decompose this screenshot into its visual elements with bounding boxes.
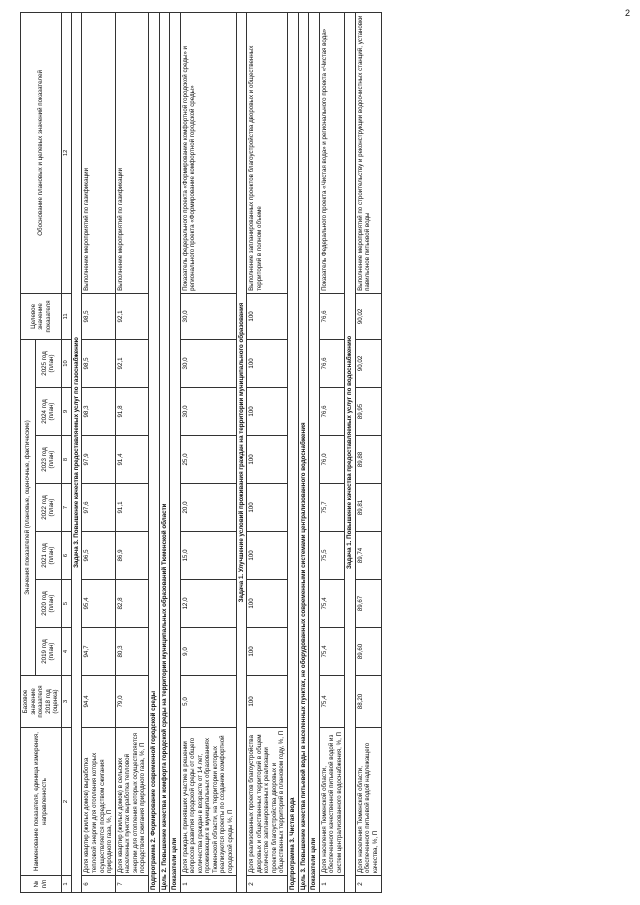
- table-row: [82, 12, 115, 892]
- header-year: 2025 год (план): [36, 339, 62, 387]
- year-value: 96,5: [82, 532, 115, 580]
- year-value: 100: [247, 580, 288, 628]
- goal-heading: Цель 3. Повышение качества питьевой воды в населенных пунктах, не оборудованных современными системами централизованного водоснабжения: [298, 12, 309, 892]
- year-value: 91,1: [115, 484, 148, 532]
- indicators-table: [20, 12, 382, 893]
- target-value: 76,6: [319, 293, 345, 339]
- indicator-name: Доля реализованных проектов благоустройства дворовых и общественных территорий в общем количестве запланированных к реализации проектов благоустройства дворовых и общественных территорий в плановом году, %, П: [247, 728, 288, 876]
- indicator-name: Доля населения Тюменской области, обеспеченного питьевой водой надлежащего качества, %, П: [355, 728, 381, 876]
- page-number: 2: [624, 8, 630, 18]
- rotated-document: [20, 13, 620, 893]
- col-number: 12: [61, 12, 71, 293]
- header-year: 2023 год (план): [36, 436, 62, 484]
- target-value: 98,5: [82, 293, 115, 339]
- table-row: [355, 12, 381, 892]
- header-year: 2020 год (план): [36, 580, 62, 628]
- year-value: 100: [247, 436, 288, 484]
- year-value: 89,95: [355, 388, 381, 436]
- target-value: 100: [247, 293, 288, 339]
- base-value: 100: [247, 676, 288, 728]
- header-year: 2024 год (план): [36, 388, 62, 436]
- row-number: 1: [180, 876, 236, 893]
- year-value: 86,9: [115, 532, 148, 580]
- header-year: 2022 год (план): [36, 484, 62, 532]
- justification: Выполнение мероприятий по газификации: [82, 12, 115, 293]
- subprogram-heading: Подпрограмма 3. Чистая вода: [287, 12, 298, 892]
- year-value: 80,3: [115, 628, 148, 676]
- target-value: 90,02: [355, 293, 381, 339]
- year-value: 75,4: [319, 580, 345, 628]
- indicator-name: Доля граждан, принявших участие в решении вопросов развития городской среды от общего количества граждан в возрасте от 14 лет, проживающих в муниципальных образованиях Тюменской области, на территории которых реализуются проекты по созданию комфортной городской среды %, П: [180, 728, 236, 876]
- year-value: 15,0: [180, 532, 236, 580]
- justification: Выполнение мероприятий по строительству и реконструкции водоочистных станций, установки павильонов питьевой воды: [355, 12, 381, 293]
- base-value: 5,0: [180, 676, 236, 728]
- justification: Показатель Федерального проекта «Чистая вода» и регионального проекта «Чистая вода»: [319, 12, 345, 293]
- year-value: 75,4: [319, 628, 345, 676]
- year-value: 97,6: [82, 484, 115, 532]
- table-row: [319, 12, 345, 892]
- goal-indicators-heading: Показатели цели: [170, 12, 181, 892]
- year-value: 91,8: [115, 388, 148, 436]
- col-number: 10: [61, 339, 71, 387]
- header-name: Наименование показателя, единица измерения, направленность: [21, 728, 62, 876]
- year-value: 89,67: [355, 580, 381, 628]
- row-number: 6: [82, 876, 115, 893]
- year-value: 9,0: [180, 628, 236, 676]
- row-number: 7: [115, 876, 148, 893]
- base-value: 94,4: [82, 676, 115, 728]
- justification: Выполнение запланированных проектов благоустройства дворовых и общественных территорий в полном объеме: [247, 12, 288, 293]
- task-heading: Задача 3. Повышение качества предоставляемых услуг по газоснабжению: [71, 12, 82, 892]
- year-value: 90,02: [355, 339, 381, 387]
- justification: Выполнение мероприятий по газификации: [115, 12, 148, 293]
- year-value: 95,4: [82, 580, 115, 628]
- year-value: 89,60: [355, 628, 381, 676]
- target-value: 92,1: [115, 293, 148, 339]
- col-number: 3: [61, 676, 71, 728]
- col-number: 5: [61, 580, 71, 628]
- indicator-name: Доля квартир (жилых домов) выработка тепловой энергии для отопления которых осуществляется посредством сжигания природного газа, %, П: [82, 728, 115, 876]
- year-value: 89,81: [355, 484, 381, 532]
- year-value: 100: [247, 339, 288, 387]
- year-value: 76,6: [319, 339, 345, 387]
- year-value: 12,0: [180, 580, 236, 628]
- year-value: 92,1: [115, 339, 148, 387]
- header-base: Базовое значение показателя 2018 год (оценка): [21, 676, 62, 728]
- col-number: 9: [61, 388, 71, 436]
- year-value: 100: [247, 388, 288, 436]
- base-value: 79,0: [115, 676, 148, 728]
- col-number: 4: [61, 628, 71, 676]
- indicator-name: Доля квартир (жилых домов) в сельских населенных пунктах выработка тепловой энергии для отопления которых осуществляется посредством сжигания природного газа, %, П: [115, 728, 148, 876]
- row-number: 1: [319, 876, 345, 893]
- header-justification: Обоснование плановых и целевых значений показателей: [21, 12, 62, 293]
- year-value: 98,3: [82, 388, 115, 436]
- year-value: 25,0: [180, 436, 236, 484]
- year-value: 91,4: [115, 436, 148, 484]
- goal-heading: Цель 2. Повышение качества и комфорта городской среды на территории муниципальных образований Тюменской области: [159, 12, 170, 892]
- year-value: 75,5: [319, 532, 345, 580]
- year-value: 76,6: [319, 388, 345, 436]
- subprogram-heading: Подпрограмма 2. Формирование современной городской среды: [148, 12, 159, 892]
- col-number: 8: [61, 436, 71, 484]
- task-heading: Задача 1. Повышение качества предоставляемых услуг по водоснабжению: [345, 12, 356, 892]
- year-value: 97,9: [82, 436, 115, 484]
- col-number: 6: [61, 532, 71, 580]
- year-value: 89,88: [355, 436, 381, 484]
- header-values: Значения показателей (плановые, оценочные, фактические): [21, 339, 36, 675]
- base-value: 75,4: [319, 676, 345, 728]
- column-numbers-row: [61, 12, 71, 892]
- year-value: 82,8: [115, 580, 148, 628]
- year-value: 100: [247, 532, 288, 580]
- year-value: 76,0: [319, 436, 345, 484]
- year-value: 30,0: [180, 339, 236, 387]
- justification: Показатель федерального проекта «Формирование комфортной городской среды» и регионального проекта «Формирование комфортной городской среды»: [180, 12, 236, 293]
- table-row: [180, 12, 236, 892]
- target-value: 30,0: [180, 293, 236, 339]
- header-no: № п/п: [21, 876, 62, 893]
- col-number: 2: [61, 728, 71, 876]
- row-number: 2: [247, 876, 288, 893]
- year-value: 20,0: [180, 484, 236, 532]
- header-year: 2021 год (план): [36, 532, 62, 580]
- col-number: 11: [61, 293, 71, 339]
- col-number: 1: [61, 876, 71, 893]
- year-value: 94,7: [82, 628, 115, 676]
- year-value: 100: [247, 484, 288, 532]
- year-value: 100: [247, 628, 288, 676]
- year-value: 89,74: [355, 532, 381, 580]
- table-row: [115, 12, 148, 892]
- header-target: Целевое значение показателя: [21, 293, 62, 339]
- header-year: 2019 год (план): [36, 628, 62, 676]
- col-number: 7: [61, 484, 71, 532]
- goal-indicators-heading: Показатели цели: [309, 12, 320, 892]
- indicator-name: Доля населения Тюменской области, обеспеченного качественной питьевой водой из систем централизованного водоснабжения, %, П: [319, 728, 345, 876]
- task-heading: Задача 1. Улучшение условий проживания граждан на территории муниципального образования: [236, 12, 247, 892]
- table-row: [247, 12, 288, 892]
- row-number: 2: [355, 876, 381, 893]
- base-value: 88,20: [355, 676, 381, 728]
- year-value: 75,7: [319, 484, 345, 532]
- year-value: 98,5: [82, 339, 115, 387]
- year-value: 30,0: [180, 388, 236, 436]
